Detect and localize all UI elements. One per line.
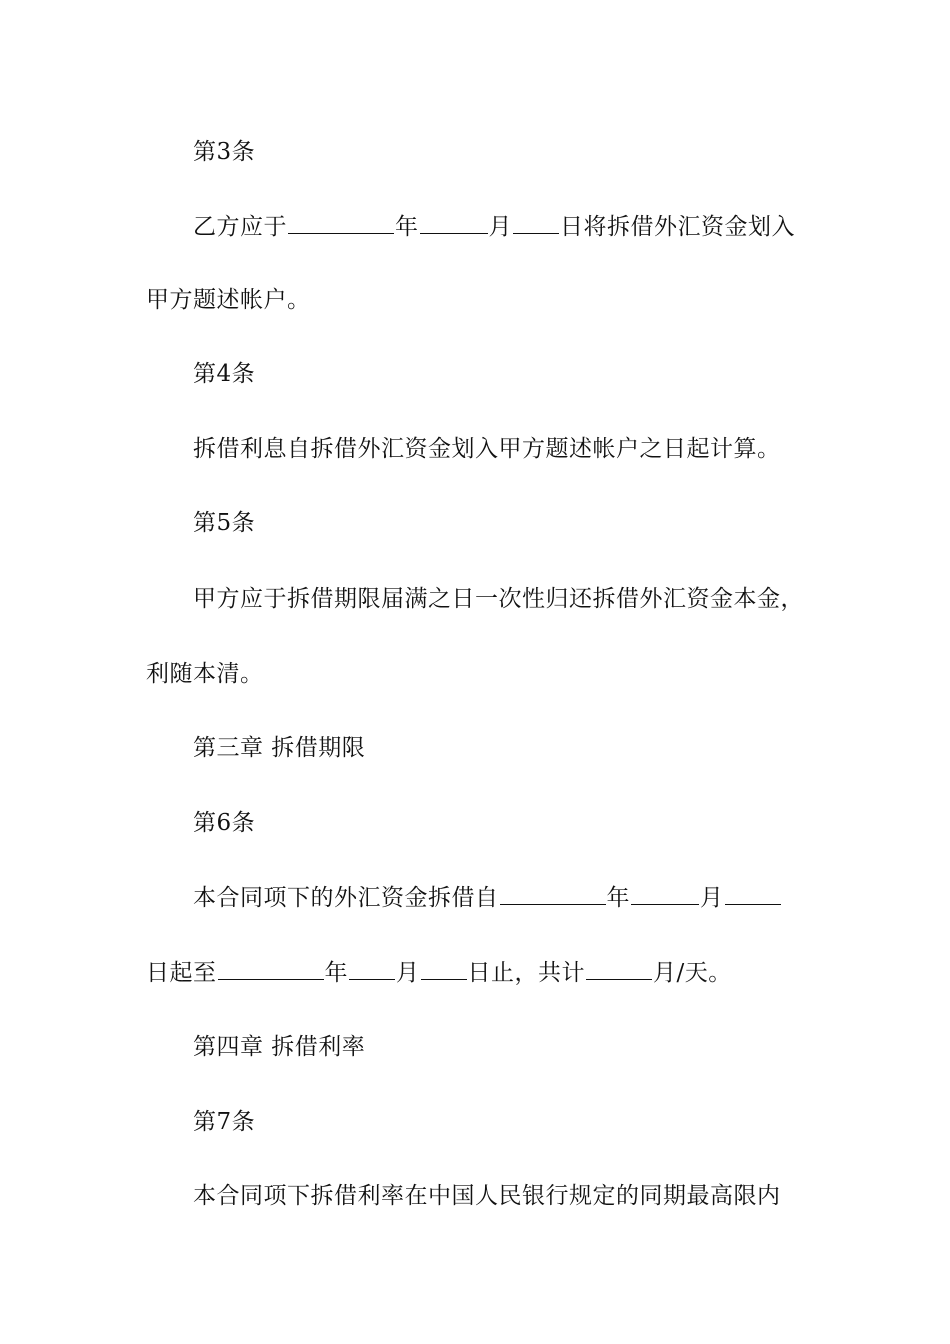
blank-start-month[interactable]	[631, 882, 699, 905]
article-3-body-line-2: 甲方题述帐户。	[146, 287, 311, 313]
chapter-3-heading: 第三章 拆借期限	[193, 735, 366, 761]
article-4-heading: 第4条	[193, 361, 256, 387]
text-segment: 乙方应于	[193, 214, 287, 240]
text-segment: 月/天。	[653, 960, 732, 986]
blank-end-day[interactable]	[421, 957, 467, 980]
text-segment: 日将拆借外汇资金划入	[560, 214, 795, 240]
article-3-body-line-1	[193, 211, 795, 242]
chapter-4-heading: 第四章 拆借利率	[193, 1034, 366, 1060]
text-segment: 月	[396, 960, 420, 986]
text-segment: 日止，共计	[467, 960, 585, 986]
blank-start-day[interactable]	[725, 882, 781, 905]
article-6-heading: 第6条	[193, 810, 256, 836]
blank-year[interactable]	[288, 211, 394, 234]
text-segment: 年	[324, 960, 348, 986]
blank-end-month[interactable]	[349, 957, 395, 980]
text-segment: 年	[395, 214, 419, 240]
article-5-heading: 第5条	[193, 510, 256, 536]
text-segment: 日起至	[146, 960, 217, 986]
blank-month[interactable]	[420, 211, 488, 234]
article-7-heading: 第7条	[193, 1109, 256, 1135]
article-7-body-line-1: 本合同项下拆借利率在中国人民银行规定的同期最高限内	[193, 1183, 781, 1209]
blank-day[interactable]	[513, 211, 559, 234]
blank-start-year[interactable]	[500, 882, 606, 905]
blank-end-year[interactable]	[218, 957, 324, 980]
text-segment: 月	[488, 214, 512, 240]
article-5-body-line-2: 利随本清。	[146, 661, 264, 687]
article-6-body-line-2	[146, 957, 732, 988]
article-5-body-line-1: 甲方应于拆借期限届满之日一次性归还拆借外汇资金本金，	[193, 586, 804, 612]
article-6-body-line-1	[193, 882, 782, 913]
text-segment: 年	[606, 885, 630, 911]
blank-total-duration[interactable]	[586, 957, 652, 980]
article-3-heading: 第3条	[193, 139, 256, 165]
text-segment: 本合同项下的外汇资金拆借自	[193, 885, 499, 911]
text-segment: 月	[700, 885, 724, 911]
article-4-body: 拆借利息自拆借外汇资金划入甲方题述帐户之日起计算。	[193, 436, 781, 462]
